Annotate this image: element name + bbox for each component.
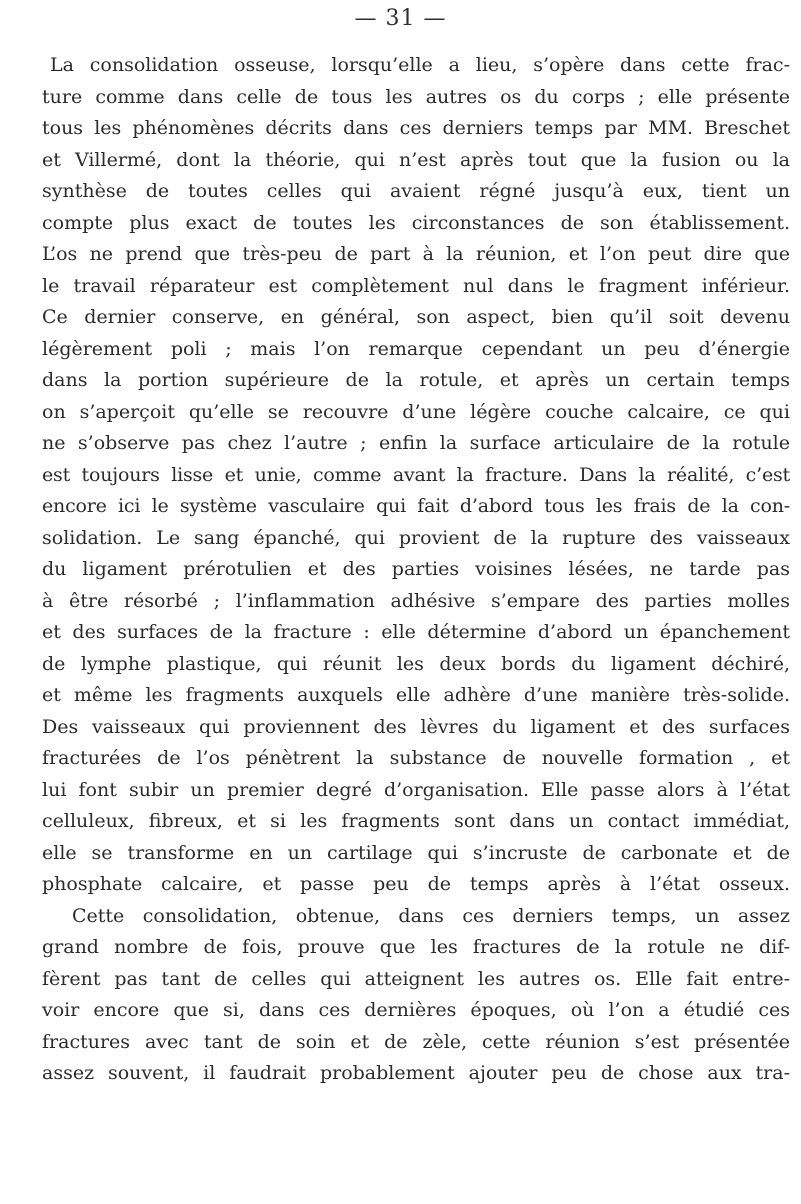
text-line: ne s’observe pas chez l’autre ; enfin la surface articulaire de la rotule [42,432,790,454]
text-line: et Villermé, dont la théorie, qui n’est après tout que la fusion ou la [42,148,790,171]
text-line: celluleux, fibreux, et si les fragments sont dans un contact immédiat, [42,810,790,832]
text-line: grand nombre de fois, prouve que les fractures de la rotule ne dif- [42,936,790,958]
text-line: et des surfaces de la fracture : elle détermine d’abord un épanchement [42,621,790,643]
text-line: solidation. Le sang épanché, qui provient de la rupture des vaisseaux [42,526,790,549]
text-line: Ce dernier conserve, en général, son aspect, bien qu’il soit devenu [42,306,790,328]
text-line: assez souvent, il faudrait probablement ajouter peu de chose aux tra- [42,1062,790,1084]
paragraph-1 [42,50,790,901]
text-line: compte plus exact de toutes les circonstances de son établissement. [42,211,790,234]
text-line: ture comme dans celle de tous les autres os du corps ; elle présente [42,85,790,108]
text-line: dans la portion supérieure de la rotule, et après un certain temps [42,369,790,391]
text-line: voir encore que si, dans ces dernières époques, où l’on a étudié ces [42,999,790,1021]
text-line: encore ici le système vasculaire qui fait d’abord tous les frais de la con- [42,495,790,517]
text-line: fracturées de l’os pénètrent la substance de nouvelle formation , et [42,747,790,769]
text-line: à être résorbé ; l’inflammation adhésive s’empare des parties molles [42,589,790,612]
text-line: elle se transforme en un cartilage qui s’incruste de carbonate et de [42,841,790,864]
text-line: tous les phénomènes décrits dans ces derniers temps par MM. Breschet [42,117,790,139]
text-line: La consolidation osseuse, lorsqu’elle a lieu, s’opère dans cette frac- [50,54,790,76]
text-line: Cette consolidation, obtenue, dans ces derniers temps, un assez [72,904,790,927]
text-line: de lymphe plastique, qui réunit les deux bords du ligament déchiré, [42,652,790,675]
text-line: on s’aperçoit qu’elle se recouvre d’une légère couche calcaire, ce qui [42,400,790,423]
text-line: légèrement poli ; mais l’on remarque cependant un peu d’énergie [42,337,790,360]
text-line: du ligament prérotulien et des parties voisines lésées, ne tarde pas [42,558,790,580]
text-line: Des vaisseaux qui proviennent des lèvres du ligament et des surfaces [42,715,790,738]
body-text [42,50,790,1090]
text-line: fèrent pas tant de celles qui atteignent les autres os. Elle fait entre- [42,967,790,990]
text-line: est toujours lisse et unie, comme avant la fracture. Dans la réalité, c’est [42,463,790,486]
paragraph-2 [42,901,790,1090]
text-line: le travail réparateur est complètement nul dans le fragment inférieur. [42,274,790,297]
text-line: phosphate calcaire, et passe peu de temps après à l’état osseux. [42,873,790,895]
text-line: lui font subir un premier degré d’organisation. Elle passe alors à l’état [42,778,790,801]
text-line: et même les fragments auxquels elle adhère d’une manière très-solide. [42,684,790,706]
text-line: L’os ne prend que très-peu de part à la réunion, et l’on peut dire que [42,243,790,265]
page-number: — 31 — [354,6,447,31]
text-line: synthèse de toutes celles qui avaient régné jusqu’à eux, tient un [42,180,790,202]
text-line: fractures avec tant de soin et de zèle, cette réunion s’est présentée [42,1030,790,1053]
